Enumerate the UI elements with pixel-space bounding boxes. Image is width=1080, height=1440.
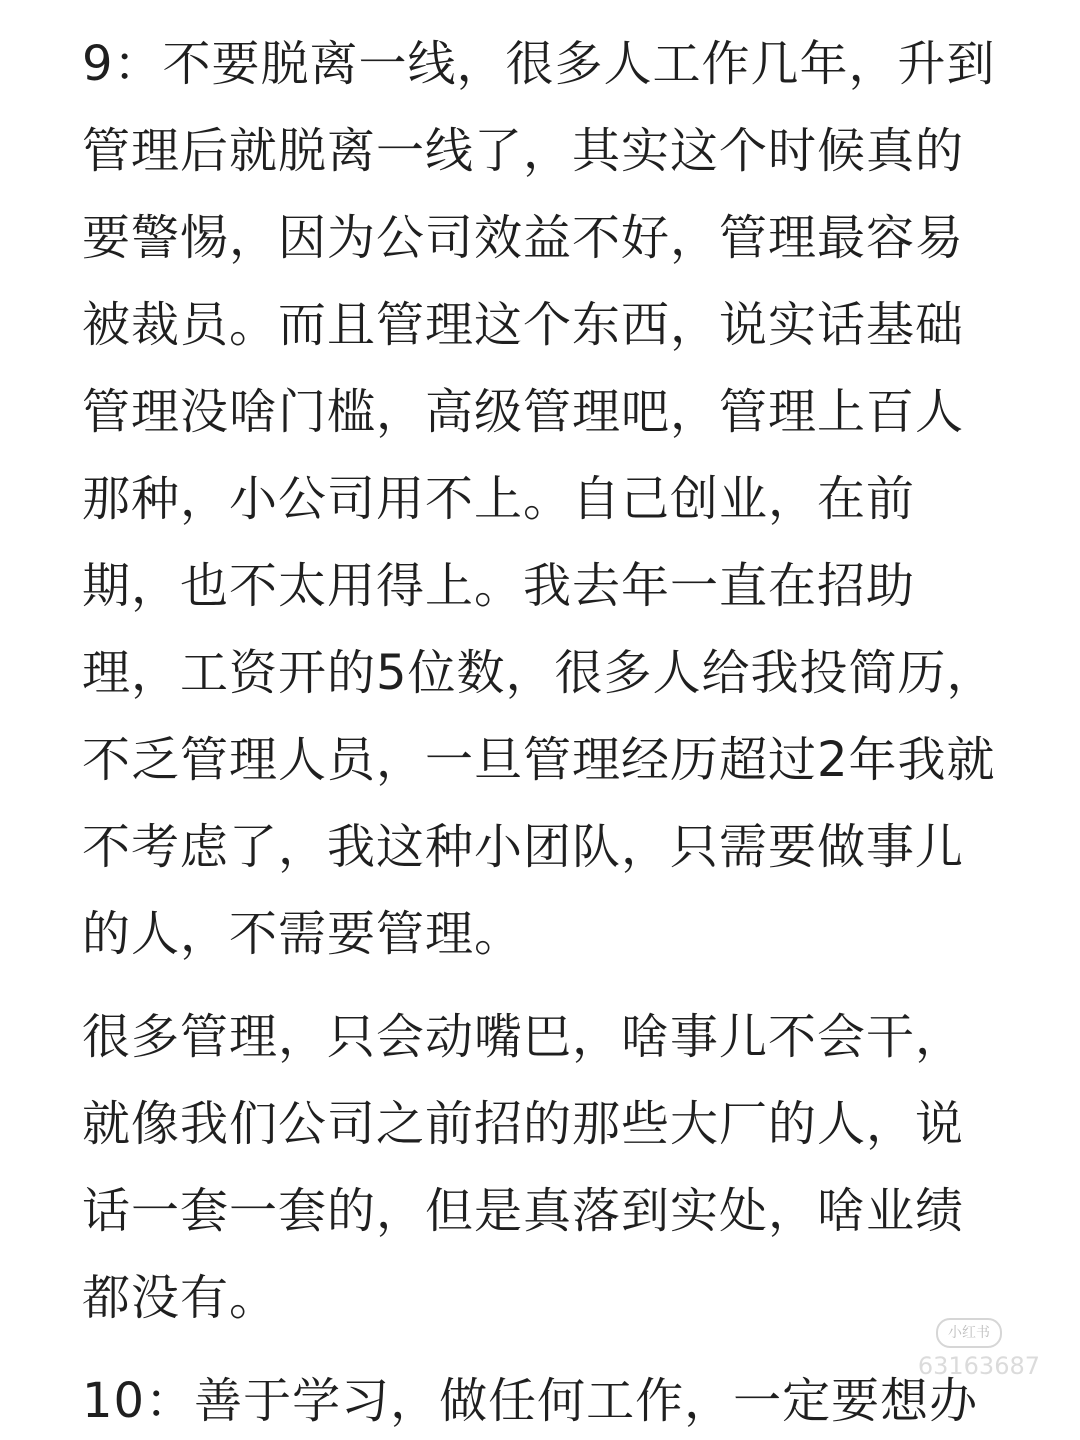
paragraph-2-line-3: 话一套一套的，但是真落到实处，啥业绩 bbox=[82, 1183, 965, 1239]
paragraph-1-line-4: 被裁员。而且管理这个东西，说实话基础 bbox=[82, 297, 965, 353]
paragraph-1-line-2: 管理后就脱离一线了，其实这个时候真的 bbox=[82, 123, 965, 179]
paragraph-1-line-6: 那种，小公司用不上。自己创业，在前 bbox=[82, 471, 916, 527]
paragraph-1-line-9: 不乏管理人员，一旦管理经历超过2年我就 bbox=[82, 732, 996, 788]
paragraph-3-line-1: 10：善于学习，做任何工作，一定要想办 bbox=[82, 1373, 979, 1429]
watermark bbox=[917, 1318, 1040, 1414]
paragraph-1-line-8: 理，工资开的5位数，很多人给我投简历， bbox=[82, 645, 996, 701]
paragraph-2-line-2: 就像我们公司之前招的那些大厂的人，说 bbox=[82, 1096, 965, 1152]
paragraph-1-line-5: 管理没啥门槛，高级管理吧，管理上百人 bbox=[82, 384, 965, 440]
paragraph-1-line-7: 期，也不太用得上。我去年一直在招助 bbox=[82, 558, 916, 614]
paragraph-1-line-3: 要警惕，因为公司效益不好，管理最容易 bbox=[82, 210, 965, 266]
paragraph-1-line-1: 9：不要脱离一线，很多人工作几年，升到 bbox=[82, 36, 996, 92]
paragraph-2-line-4: 都没有。 bbox=[82, 1270, 279, 1326]
paragraph-1-line-10: 不考虑了，我这种小团队，只需要做事儿 bbox=[82, 819, 965, 875]
paragraph-1-line-11: 的人，不需要管理。 bbox=[82, 906, 524, 962]
paragraph-2-line-1: 很多管理，只会动嘴巴，啥事儿不会干， bbox=[82, 1009, 965, 1065]
watermark-id: 63163687 bbox=[917, 1352, 1040, 1380]
watermark-logo: 小红书 bbox=[936, 1318, 1002, 1348]
